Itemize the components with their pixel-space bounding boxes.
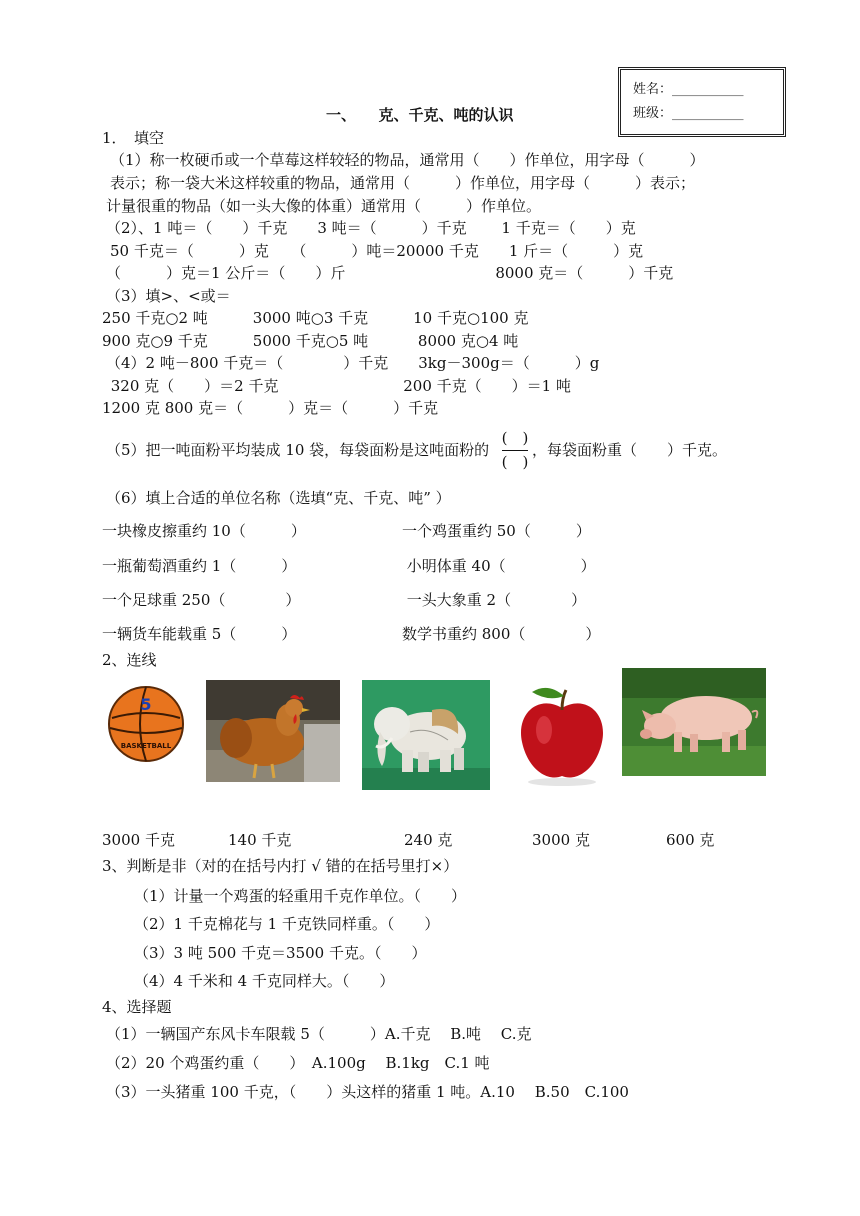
- section3-heading: 3、判断是非（对的在括号内打 √ 错的在括号里打×）: [102, 857, 459, 875]
- q1-line: （1）称一枚硬币或一个草莓这样较轻的物品，通常用（ ）作单位，用字母（ ）: [110, 151, 705, 169]
- q6-item: 一个鸡蛋重约 50（ ）: [402, 522, 591, 540]
- judgement-item: （2）1 千克棉花与 1 千克铁同样重。（ ）: [134, 915, 440, 933]
- q4-line: 320 克（ ）＝2 千克 200 千克（ ）＝1 吨: [106, 377, 571, 395]
- q2-line: （2）、1 吨＝（ ）千克 3 吨＝（ ）千克 1 千克＝（ ）克: [106, 219, 636, 237]
- q6-item: 一辆货车能载重 5（ ）: [102, 625, 297, 643]
- elephant-picture: [362, 680, 490, 790]
- class-field: [633, 104, 744, 124]
- svg-text:5: 5: [140, 695, 152, 714]
- page-title: 一、 克、千克、吨的认识: [326, 106, 514, 124]
- q2-line: （ ）克＝1 公斤＝（ ）斤 8000 克＝（ ）千克: [106, 264, 674, 282]
- fraction-denominator: ( ): [501, 453, 529, 471]
- q1-line: 表示；称一袋大米这样较重的物品，通常用（ ）作单位，用字母（ ）表示；: [110, 174, 696, 192]
- judgement-item: （1）计量一个鸡蛋的轻重用千克作单位。（ ）: [134, 887, 467, 905]
- q2-line: 50 千克＝（ ）克 （ ）吨＝20000 千克 1 斤＝（ ）克: [110, 242, 644, 260]
- section2-heading: 2、连线: [102, 651, 157, 669]
- apple-picture: [508, 680, 616, 790]
- q5-text: （5）把一吨面粉平均装成 10 袋，每袋面粉是这吨面粉的: [106, 441, 490, 459]
- q4-line: 1200 克 800 克＝（ ）克＝（ ）千克: [102, 399, 439, 417]
- fraction-bar: [502, 450, 528, 451]
- name-label: 姓名：: [633, 82, 673, 97]
- q6-item: 小明体重 40（ ）: [402, 557, 596, 575]
- q5-text: ，每袋面粉重（ ）千克。: [532, 441, 728, 459]
- q4-line: （4）2 吨－800 千克＝（ ）千克 3kg－300g＝（ ）g: [106, 354, 600, 372]
- basketball-lettering: BASKETBALL: [120, 742, 172, 750]
- weight-label: 240 克: [404, 831, 453, 849]
- class-blank: ___________: [672, 106, 744, 121]
- weight-label: 3000 克: [532, 831, 590, 849]
- pig-picture: [622, 668, 766, 776]
- section1-heading: 1． 填空: [102, 129, 165, 147]
- q5-fraction: [500, 428, 530, 474]
- judgement-item: （4）4 千米和 4 千克同样大。（ ）: [134, 972, 395, 990]
- q6-item: 一块橡皮擦重约 10（ ）: [102, 522, 306, 540]
- q6-item: 一个足球重 250（ ）: [102, 591, 301, 609]
- fraction-numerator: ( ): [501, 429, 529, 447]
- choice-item: （2）20 个鸡蛋约重（ ） A.100g B.1kg C.1 吨: [106, 1054, 490, 1072]
- weight-label: 600 克: [666, 831, 715, 849]
- choice-item: （1）一辆国产东风卡车限载 5（ ）A.千克 B.吨 C.克: [106, 1025, 532, 1043]
- q6-heading: （6）填上合适的单位名称（选填“克、千克、吨” ）: [106, 489, 451, 507]
- class-label: 班级：: [633, 106, 673, 121]
- hen-picture: [206, 680, 340, 782]
- section4-heading: 4、选择题: [102, 998, 172, 1016]
- q3-heading: （3）填>、<或＝: [106, 287, 231, 305]
- weight-label: 3000 千克: [102, 831, 175, 849]
- judgement-item: （3）3 吨 500 千克＝3500 千克。（ ）: [134, 944, 427, 962]
- q1-line: 计量很重的物品（如一头大像的体重）通常用（ ）作单位。: [106, 197, 542, 215]
- name-blank: ___________: [672, 82, 744, 97]
- basketball-picture: [104, 682, 188, 766]
- q6-item: 一头大象重 2（ ）: [402, 591, 587, 609]
- q3-line: 900 克○9 千克 5000 千克○5 吨 8000 克○4 吨: [102, 332, 519, 350]
- q3-line: 250 千克○2 吨 3000 吨○3 千克 10 千克○100 克: [102, 309, 529, 327]
- name-class-box: [618, 67, 786, 137]
- weight-label: 140 千克: [228, 831, 292, 849]
- q6-item: 一瓶葡萄酒重约 1（ ）: [102, 557, 297, 575]
- choice-item: （3）一头猪重 100 千克，（ ）头这样的猪重 1 吨。A.10 B.50 C.100: [106, 1083, 629, 1101]
- name-field: [633, 80, 744, 100]
- q6-item: 数学书重约 800（ ）: [402, 625, 601, 643]
